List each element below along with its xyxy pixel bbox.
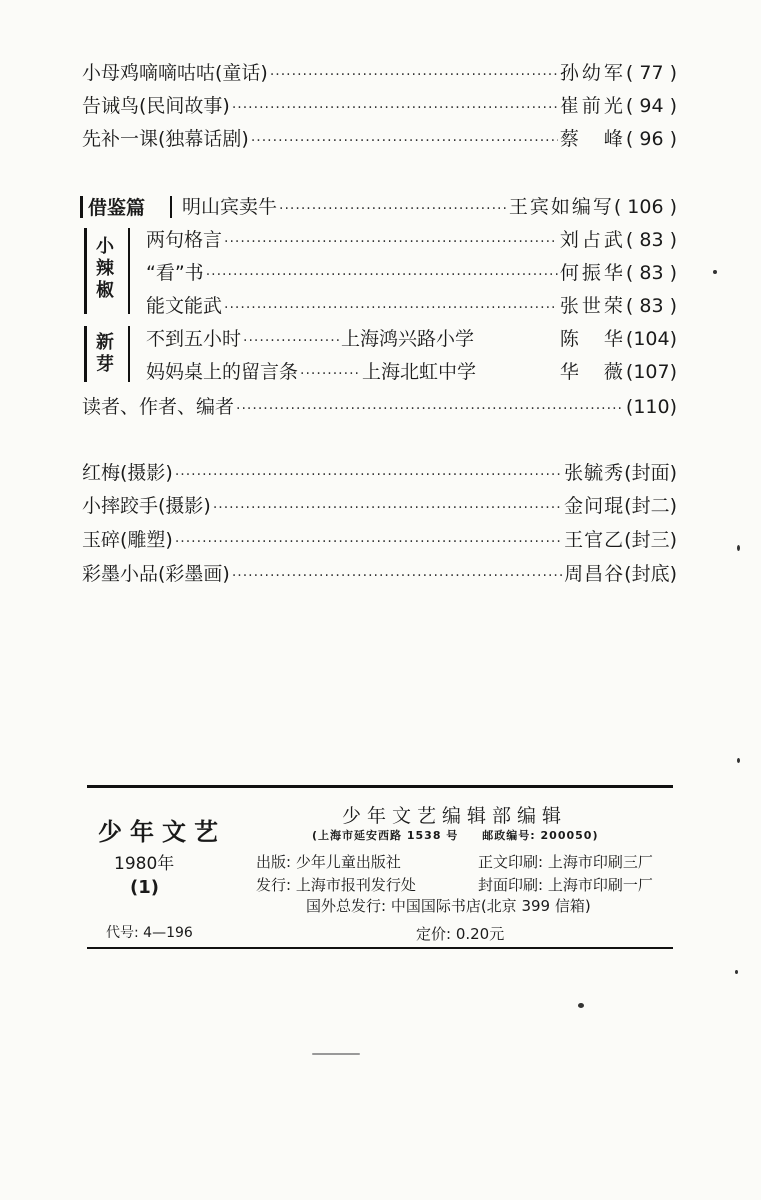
- section-divider: [128, 228, 130, 314]
- dot-leader: [232, 96, 558, 120]
- entry-author: 陈 华: [559, 328, 626, 350]
- toc-entry: [146, 261, 677, 287]
- scan-speck: [578, 1003, 584, 1008]
- toc-entry: [82, 127, 677, 153]
- scan-speck: [737, 545, 740, 551]
- entry-page: (封三): [624, 529, 677, 551]
- section-bar: [84, 326, 87, 382]
- entry-title: 告诫鸟(民间故事): [82, 95, 230, 117]
- entry-title: 彩墨小品(彩墨画): [82, 563, 230, 585]
- section-divider: [128, 326, 130, 382]
- dot-leader: [236, 397, 624, 421]
- cover-printer: 封面印刷: 上海市印刷一厂: [478, 876, 653, 894]
- section-label-xinya: [94, 332, 116, 376]
- art-entry: [82, 461, 677, 487]
- section-bar: [80, 196, 83, 218]
- entry-page: ( 106 ): [613, 196, 677, 218]
- entry-title: 小母鸡嘀嘀咕咕(童话): [82, 62, 268, 84]
- editor-line: 少年文艺编辑部编辑: [342, 805, 568, 827]
- section-label-xiaolajiao: [94, 236, 116, 302]
- entry-title: 妈妈桌上的留言条: [146, 361, 299, 383]
- dot-leader: [224, 296, 558, 320]
- toc-entry: [82, 395, 677, 421]
- entry-page: ( 83 ): [625, 229, 677, 251]
- price: 定价: 0.20元: [416, 925, 505, 943]
- label-char: 芽: [96, 354, 114, 375]
- issue-year: 1980年: [114, 854, 175, 874]
- entry-school: 上海鸿兴路小学: [341, 328, 475, 350]
- publisher: 出版: 少年儿童出版社: [256, 853, 401, 871]
- entry-page: (封二): [624, 495, 677, 517]
- entry-title: 读者、作者、编者: [82, 396, 235, 418]
- distributor: 发行: 上海市报刊发行处: [256, 876, 416, 894]
- entry-page: (封面): [624, 462, 677, 484]
- entry-page: (封底): [624, 563, 677, 585]
- section-label-jiejian: 借鉴篇: [88, 197, 146, 219]
- entry-page: (104): [625, 328, 677, 350]
- dot-leader: [224, 230, 558, 254]
- entry-page: ( 83 ): [625, 295, 677, 317]
- colophon-bottom-rule: [87, 947, 673, 949]
- entry-author: 蔡 峰: [559, 128, 626, 150]
- entry-author: 刘占武: [559, 229, 626, 251]
- text-printer: 正文印刷: 上海市印刷三厂: [478, 853, 653, 871]
- entry-page: (110): [625, 396, 677, 418]
- entry-author: 张世荣: [559, 295, 626, 317]
- entry-page: ( 77 ): [625, 62, 677, 84]
- editor-address: (上海市延安西路 1538 号 邮政编号: 200050): [312, 829, 599, 842]
- entry-author: 崔前光: [559, 95, 626, 117]
- dot-leader: [206, 263, 558, 287]
- entry-author: 周昌谷: [564, 563, 625, 585]
- dot-leader: [213, 496, 562, 520]
- entry-title: 玉碎(雕塑): [82, 529, 173, 551]
- label-char: 小: [96, 236, 114, 257]
- entry-title: 能文能武: [146, 295, 223, 317]
- scan-speck: [713, 270, 717, 274]
- colophon-top-rule: [87, 785, 673, 788]
- entry-title: 红梅(摄影): [82, 462, 173, 484]
- overseas-distributor: 国外总发行: 中国国际书店(北京 399 信箱): [306, 897, 591, 915]
- entry-page: ( 83 ): [625, 262, 677, 284]
- section-divider: [170, 196, 172, 218]
- dot-leader: [232, 564, 562, 588]
- entry-page: (107): [625, 361, 677, 383]
- entry-title: “看”书: [146, 262, 204, 284]
- scan-speck: [735, 970, 738, 974]
- entry-title: 两句格言: [146, 229, 223, 251]
- scan-speck: [312, 1053, 360, 1055]
- entry-page: ( 96 ): [625, 128, 677, 150]
- entry-author: 王官乙: [564, 529, 625, 551]
- label-char: 辣: [96, 258, 114, 279]
- art-entry: [82, 528, 677, 554]
- toc-entry: [146, 294, 677, 320]
- dot-leader: [270, 63, 558, 87]
- scan-speck: [737, 758, 740, 763]
- section-bar: [84, 228, 87, 314]
- entry-author: 张毓秀: [564, 462, 625, 484]
- entry-page: ( 94 ): [625, 95, 677, 117]
- entry-title: 小摔跤手(摄影): [82, 495, 211, 517]
- entry-author: 王宾如编写: [508, 196, 614, 218]
- label-char: 新: [96, 332, 114, 353]
- toc-entry: [146, 228, 677, 254]
- art-entry: [82, 494, 677, 520]
- dot-leader: [175, 530, 562, 554]
- art-entry: [82, 562, 677, 588]
- entry-author: 华 薇: [559, 361, 626, 383]
- entry-school: 上海北虹中学: [362, 361, 477, 383]
- toc-entry: [182, 195, 677, 221]
- issue-number: (1): [130, 877, 159, 898]
- entry-author: 孙幼军: [559, 62, 626, 84]
- entry-title: 明山宾卖牛: [182, 196, 278, 218]
- magazine-title: 少年文艺: [98, 818, 226, 846]
- toc-entry: [146, 327, 677, 353]
- label-char: 椒: [96, 280, 114, 301]
- entry-author: 何振华: [559, 262, 626, 284]
- dot-leader: [300, 362, 360, 386]
- dot-leader: [251, 129, 558, 153]
- dot-leader: [279, 197, 507, 221]
- toc-entry: [146, 360, 677, 386]
- toc-entry: [82, 61, 677, 87]
- entry-author: 金问琨: [564, 495, 625, 517]
- dot-leader: [243, 329, 339, 353]
- dot-leader: [175, 463, 562, 487]
- entry-title: 先补一课(独幕话剧): [82, 128, 249, 150]
- entry-title: 不到五小时: [146, 328, 242, 350]
- code-number: 代号: 4—196: [106, 925, 193, 941]
- toc-entry: [82, 94, 677, 120]
